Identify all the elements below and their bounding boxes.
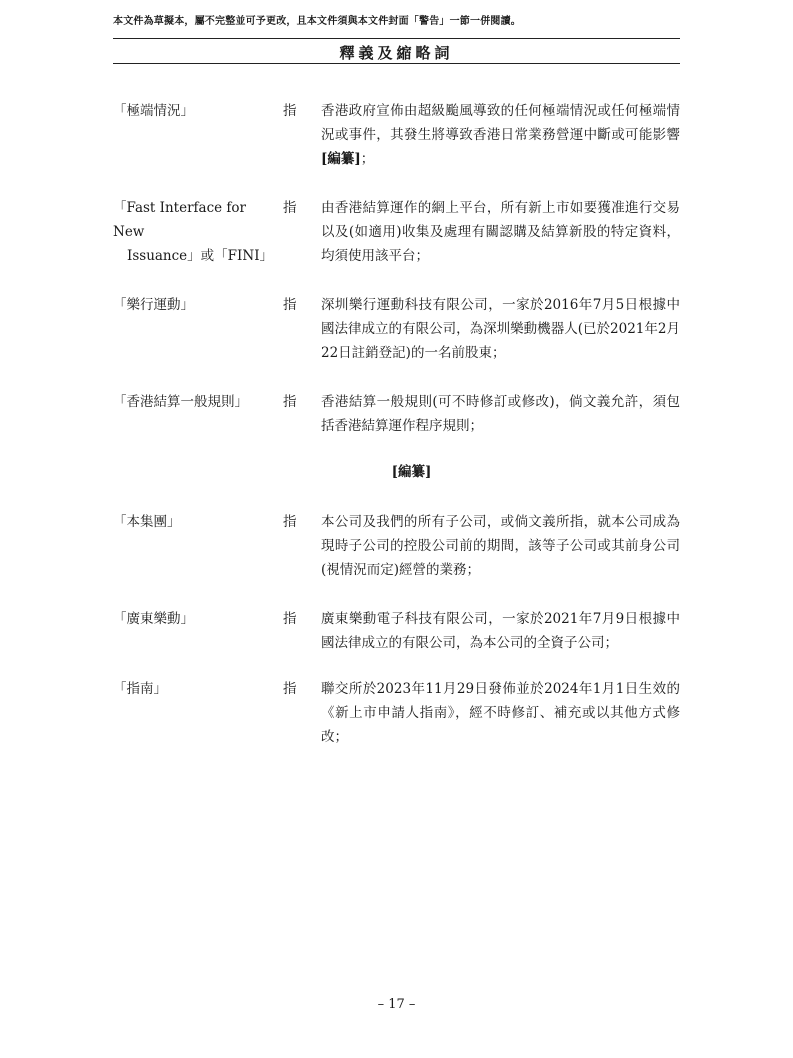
means-marker: 指 [283,394,297,410]
draft-notice: 本文件為草擬本，屬不完整並可予更改，且本文件須與本文件封面「警告」一節一併閱讀。 [113,16,521,27]
definition-text: 由香港結算運作的網上平台，所有新上市如要獲准進行交易以及(如適用)收集及處理有關認購及結算新股的特定資料，均須使用該平台； [321,200,680,264]
definition-term: 「廣東樂動」 [113,611,194,627]
definition-body: 香港政府宣佈由超級颱風導致的任何極端情況或任何極端情況或事件，其發生將導致香港日常業務營運中斷或可能影響 [321,103,680,143]
definition-text: 深圳樂行運動科技有限公司，一家於2016年7月5日根據中國法律成立的有限公司，為深圳樂動機器人(已於2021年2月22日註銷登記)的一名前股東； [321,297,680,361]
definition-suffix: ； [360,151,375,167]
definition-entry-guangdong-ledong [113,607,680,655]
definition-term: 「樂行運動」 [113,297,194,313]
header-rule-bottom [113,63,680,64]
definition-text [321,99,680,171]
section-title: 釋義及縮略詞 [339,44,454,62]
means-marker: 指 [283,297,297,313]
definitions-list [113,99,680,749]
redacted-heading: [編纂] [391,464,432,480]
definition-text: 廣東樂動電子科技有限公司，一家於2021年7月9日根據中國法律成立的有限公司，為本公司的全資子公司； [321,611,680,651]
means-marker: 指 [283,611,297,627]
definition-text: 本公司及我們的所有子公司，或倘文義所指，就本公司成為現時子公司的控股公司前的期間，該等子公司或其前身公司(視情況而定)經營的業務； [321,514,680,578]
definition-term-line1: 「Fast Interface for New [113,200,247,240]
redacted-marker: [編纂] [321,151,361,167]
means-marker: 指 [283,103,297,119]
definition-text: 聯交所於2023年11月29日發佈並於2024年1月1日生效的《新上市申請人指南》，經不時修訂、補充或以其他方式修改； [321,681,680,745]
definition-term-line2: Issuance」或「FINI」 [127,248,274,264]
definition-entry-guide [113,677,680,749]
header-rule-top [113,38,680,39]
definition-text: 香港結算一般規則(可不時修訂或修改)，倘文義允許，須包括香港結算運作程序規則； [321,394,680,434]
definition-term: 「極端情況」 [113,103,194,119]
definition-entry-extreme-conditions [113,99,680,171]
definition-entry-ccass-rules [113,390,680,438]
definition-entry-lexing [113,293,680,365]
definition-term: 「指南」 [113,681,167,697]
definition-term [113,196,278,268]
definition-entry-fini [113,196,680,268]
means-marker: 指 [283,514,297,530]
definition-term: 「香港結算一般規則」 [113,394,248,410]
means-marker: 指 [283,681,297,697]
definition-term: 「本集團」 [113,514,181,530]
page-number: – 17 – [377,997,416,1012]
means-marker: 指 [283,200,297,216]
definition-entry-group [113,510,680,582]
